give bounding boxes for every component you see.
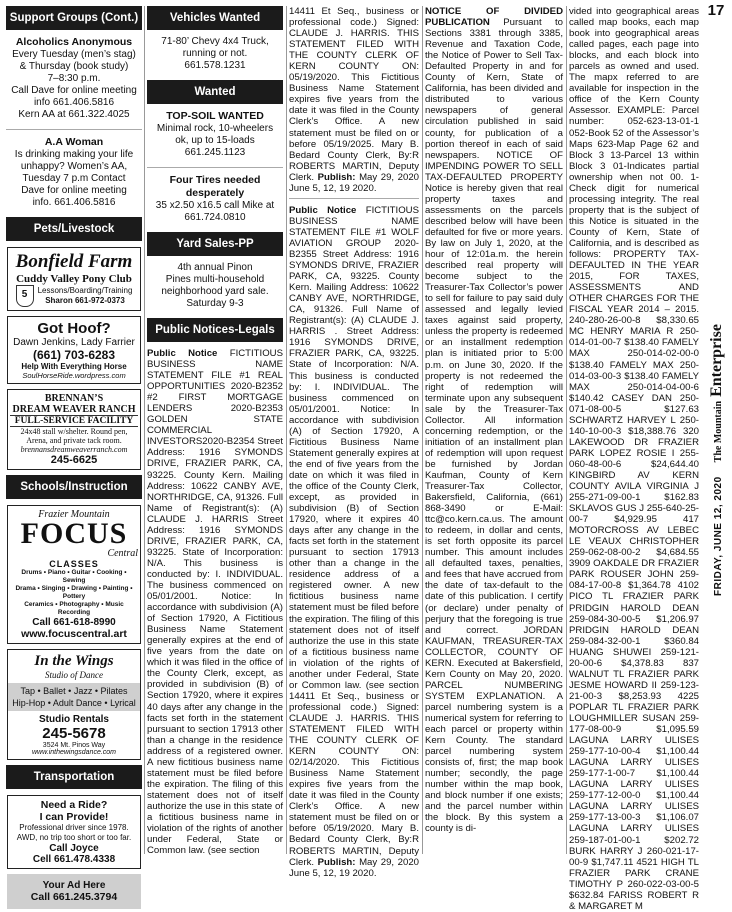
publish-label: Publish: (317, 856, 356, 868)
notice-title: NOTICE OF DIVIDED PUBLICATION (425, 6, 563, 29)
public-notice-text (289, 205, 419, 879)
dateline: FRIDAY, JUNE 12, 2020 (713, 476, 724, 596)
focus-logo: FOCUS (20, 517, 128, 550)
ride-title: Need a Ride? (40, 799, 108, 811)
brennan-line: BRENNAN’S (44, 393, 104, 404)
hoof-name: Dawn Jenkins, Lady Farrier (13, 337, 135, 348)
topsoil-line: Minimal rock, 10-wheelers (156, 123, 274, 134)
aa-title: Alcoholics Anonymous (15, 36, 133, 48)
bonfield-services: Lessons/Boarding/Training (37, 286, 133, 295)
bonfield-details (10, 285, 138, 307)
bonfield-name: Bonfield Farm (15, 251, 133, 272)
legal-column-5 (569, 6, 699, 912)
brennan-url: brennansdreamweaverranch.com (20, 445, 128, 454)
tires-line: 661.724.0810 (184, 212, 246, 223)
aa-listing (6, 36, 142, 121)
focus-classes: CLASSES (49, 559, 99, 569)
your-ad-title: Your Ad Here (42, 880, 106, 891)
bonfield-farm-ad (7, 247, 141, 311)
got-hoof-ad (7, 316, 141, 384)
notice-lead: Public Notice (147, 348, 218, 359)
aa-woman-line: Dave for online meeting (21, 185, 127, 196)
masthead-name: Enterprise (708, 324, 725, 397)
wings-sub: Studio of Dance (45, 670, 103, 680)
vehicles-line: 71-80’ Chevy 4x4 Truck, (161, 36, 269, 47)
notice-lead: Public Notice (289, 204, 357, 216)
bonfield-sub: Cuddy Valley Pony Club (16, 273, 132, 285)
hoof-url: SoulHorseRide.wordpress.com (22, 371, 126, 380)
ride-contact: Call Joyce (49, 843, 99, 854)
vertical-masthead (707, 130, 727, 790)
publish-dates: May 29, 2020 June 5, 12, 19 2020. (289, 856, 420, 879)
section-header-wanted: Wanted (147, 80, 283, 104)
wings-styles (8, 683, 140, 711)
hoof-title: Got Hoof? (37, 320, 111, 337)
bonfield-contact: Sharon 661-972-0373 (45, 296, 125, 305)
tires-title: Four Tires needed (169, 174, 261, 186)
wings-title: In the Wings (34, 653, 114, 669)
aa-line: 7–8:30 p.m. (47, 73, 101, 84)
publish-dates: May 29, 2020 June 5, 12, 19 2020. (289, 171, 420, 194)
notice-body: FICTITIOUS BUSINESS NAME STATEMENT FILE #1 WOLF AVIATION GROUP 2020-B2355 Street Address: 1916 SYMONDS DRIVE, FRAZIER PARK, CA, 93225. County Kern. Mailing Address: 10622 CANBY AVE, NORTHRIDGE, CA, 91326. Full Name of Registrant(s): (A) CLAUDE J. HARRIS . Street Address: 1916 SYMONDS DRIVE, FRAZIER PARK, CA, 93225. State of Incorporation: N/A. This business is conducted by: I. INDIVIDUAL. The business commenced on 05/01/2001. Notice: In accordance with subdivision (A) of Section 17920, A Fictitious Business Name Statement generally expires at the end of five years from the date on which it was filed in the office of the County Clerk, except, as provided in subdivision (B) of Section 17920, where it expires 40 days after any change in the facts set forth in the statement pursuant to section 17913 other than a change in the residence address of a registered owner. A new fictitious business name statement must be filed before the expiration. The filing of this statement does not of itself authorize the use in this state of a fictitious business name in violation of the rights of another under Federal, State or Common law. (see section 14411 Et Seq., business or professional code.) Signed: CLAUDE J. HARRIS. THIS STATEMENT FILED WITH THE COUNTY CLERK OF KERN COUNTY ON: 02/14/2020. This Fictitious Business Name Statement expires five years from the date it was filed in the County Clerk’s Office. A new statement must be filed on or before 05/19/2020. Mary B. Bedard County Clerk, By:R ROBERTS MARTIN, Deputy Clerk. (289, 204, 419, 868)
focus-list: Ceramics • Photography • Music Recording (24, 601, 124, 616)
ride-title: I can Provide! (39, 811, 109, 823)
vehicles-listing (147, 36, 283, 72)
divided-publication-notice (425, 6, 563, 835)
ride-line: Professional driver since 1978. (19, 823, 129, 832)
tax-default-list: vided into geographical areas called map books, each map book into geographical areas called pages, each page into blocks, and each block into parcels as owned and used. The mapx referred to are available for inspection in the office of the Kern County Assessor. EXAMPLE: Parcel number: 052-623-13-01-1 052-Book 52 of the Assessor’s Maps 623-Map Page 62 and Block 3 13-Parcel 13 within Block 3 01-Indicates partial ownership when not 00. 1-Check digit for numerical processing integrity. The real property that is the subject of this Notice is situated in the County of Kern, State of California, and is described as follows: PROPERTY TAX-DEFAULTED IN THE YEAR 2015, FOR TAXES, ASSESSMENTS AND OTHER CHARGES FOR THE FISCAL YEAR 2014 – 2015. 240-280-26-00-8 $8,330.65 MC HENRY MARIA R 250-014-01-00-7 $138.40 FAMELY MAX 250-014-02-00-0 $138.40 FAMELY MAX 250-014-03-00-3 $138.40 FAMELY MAX 250-014-04-00-6 $140.42 CASEY DAN 250-071-08-00-5 $127.63 SCHWARTZ HARVEY L 250-140-10-00-3 $18,388.76 320 LAKEWOOD DR FRAZIER PARK LOPEZ ROSIE I 255-060-48-00-6 $24,644.40 KINGBIRD AV KERN COUNTY AVILA VIRGINIA J 255-271-09-00-1 $162.83 SKLAVOS GUS J 255-640-25-00-7 $4,929.95 417 MOTORCROSS AV LEBEC LE VEAUX CHRISTOPHER 259-062-08-00-2 $4,684.55 3909 OAKDALE DR FRAZIER PARK ROUSER JOHN 259-084-17-00-8 $1,364.78 4102 PICO TL FRAZIER PARK PRIDGIN HAROLD DEAN 259-084-30-00-5 $1,206.97 PRIDGIN HAROLD DEAN 259-084-32-00-1 $360.84 HUANG SHUWEI 259-121-20-00-6 $4,378.83 837 WALNUT TL FRAZIER PARK JESME HOWARD II 259-123-21-00-3 $8,253.93 4225 POPLAR TL FRAZIER PARK LOUGHMILLER SUSAN 259-177-08-00-9 $1,095.59 LAGUNA LARRY ULISES 259-177-10-00-4 $1,100.44 LAGUNA LARRY ULISES 259-177-1-00-7 $1,100.44 LAGUNA LARRY ULISES 259-177-12-00-0 $1,100.44 LAGUNA LARRY ULISES 259-177-13-00-3 $1,106.07 LAGUNA LARRY ULISES 259-187-01-00-1 $202.72 BURK HARRY J 260-021-17-00-9 $1,747.11 4521 HIGH TL FRAZIER PARK CRANE TIMOTHY P 260-022-03-00-5 $632.84 FARISS ROBERT R & MARGARET M (569, 6, 699, 912)
aa-woman-line: info. 661.406.5816 (32, 197, 116, 208)
aa-line: & Thursday (book study) (19, 61, 129, 72)
topsoil-listing (147, 110, 283, 159)
section-header-schools: Schools/Instruction (6, 475, 142, 499)
in-the-wings-ad (7, 649, 141, 760)
notice-body: 14411 Et Seq., business or professional code.) Signed: CLAUDE J. HARRIS. THIS STATEMENT FILED WITH THE COUNTY CLERK OF KERN COUNTY ON: 05/19/2020. This Fictitious Business Name Statement expires five years from the date it was filed in the County Clerk’s Office. A new statement must be filed on or before 05/19/2025. Mary B. Bedard County Clerk, By:R ROBERTS MARTIN, Deputy Clerk. (289, 6, 419, 183)
notice-body: FICTITIOUS BUSINESS NAME STATEMENT FILE #1 REAL OPPORTUNITIES 2020-B2352 #2 FIRST MORTGAGE LENDERS 2020-B2353 GOLDEN STATE COMMERCIAL INVESTORS2020-B2354 Street Address: 1916 SYMONDS DRIVE, FRAZIER PARK, CA, 93225. County Kern. Mailing Address: 10622 CANBY AVE, NORTHRIDGE, CA, 91326. Full Name of Registrant(s): (A) CLAUDE J. HARRIS Street Address: 1916 SYMONDS DRIVE, FRAZIER PARK, CA, 93225. State of Incorporation: N/A. This business is conducted by: I. INDIVIDUAL. The business commenced on 05/01/2001. Notice: In accordance with subdivision (A) of Section 17920, A Fictitious Business Name Statement generally expires at the end of five years from the date on which it was filed in the office of the County Clerk, except, as provided in subdivision (B) of Section 17920, where it expires 40 days after any change in the facts set forth in the statement pursuant to section 17913 other than a change in the residence address of a registered owner. A new fictitious business name statement must be filed before the expiration. The filing of this statement does not of itself authorize the use in this state of a fictitious business name in violation of the rights of another under Federal, State or Common law. (see section (147, 348, 283, 857)
divider (289, 198, 419, 199)
topsoil-line: ok, up to 15-loads (175, 135, 255, 146)
section-header-support-groups: Support Groups (Cont.) (6, 6, 142, 30)
column-rule (422, 6, 423, 854)
wings-style-line: Tap • Ballet • Jazz • Pilates (20, 686, 128, 696)
aa-woman-line: unhappy? Women’s AA, (20, 161, 128, 172)
brennan-line: DREAM WEAVER RANCH (12, 404, 136, 415)
brennan-phone: 245-6625 (50, 454, 98, 466)
tires-title: desperately (185, 187, 245, 199)
focus-list: Drums • Piano • Guitar • Cooking • Sewing (21, 569, 127, 584)
yard-sale-listing (147, 262, 283, 310)
topsoil-line: 661.245.1123 (184, 147, 246, 158)
aa-line: Kern AA at 661.322.4025 (18, 109, 130, 120)
aa-line: info 661.406.5816 (33, 97, 115, 108)
shield-icon: 5 (16, 285, 34, 307)
column-rule (566, 6, 567, 854)
hoof-phone: (661) 703-6283 (32, 348, 116, 362)
tires-listing (147, 174, 283, 224)
section-header-public-notices: Public Notices-Legals (147, 318, 283, 342)
column-rule (144, 6, 145, 854)
section-header-vehicles: Vehicles Wanted (147, 6, 283, 30)
masthead (708, 324, 726, 462)
aa-woman-line: Is drinking making your life (14, 149, 134, 160)
public-notice-text (147, 348, 283, 856)
notice-body: Pursuant to Sections 3381 through 3385, Revenue and Taxation Code, the Notice of Power to Sell Tax-Defaulted Property in and for County of Kern, State of California, has been divided and distributed to various newspapers of general circulation published in said county, for publication of a portion thereof in each of said newspapers. NOTICE OF IMPENDING POWER TO SELL TAX-DEFAULTED PROPERTY Notice is hereby given that real property taxes and assessments on the parcels described below will have been defaulted for five or more years. By law on July 1, 2020, at the hour of 12:01a.m. the herein described real property will become subject to the Treasurer-Tax Collector’s power to sell for failure to pay said duly assessed and legally levied taxes against said property, unless the property is redeemed or an installment redemption plan is initiated prior to 5:00 p.m. on June 30, 2020. If the property is not redeemed the right of redemption will terminate upon any subsequent sale by the Treasurer-Tax Collector. All information concerning redemption, or the initiation of an installment plan of redemption will upon request be furnished by Jordan Kaufman, County of Kern Treasurer-Tax Collector, Bakersfield, California, (661) 868-3490 or E-Mail: ttc@co.kern.ca.us. The amount to redeem, in dollar and cents, is set forth opposite its parcel number. This amount includes all defaulted taxes, penalties, and fees that have accrued from the date of tax-default to the date of this publication. I certify (or declare) under penalty of perjury that the foregoing is true and correct. JORDAN KAUFMAN, TREASURER-TAX COLLECTOR, COUNTY OF KERN. Executed at Bakersfield, Kern County on May 20, 2020. PARCEL NUMBERING SYSTEM EXPLANATION. A parcel numbering system is a numerical system for referring to each parcel or property within Kern County. The standard parcel numbering system consists of, first; the map book number; secondly, the page number within the map book, and block number if one exists; and the parcel number within the block. By this system a county is di- (425, 17, 563, 835)
topsoil-title: TOP-SOIL WANTED (166, 110, 264, 122)
focus-central: Central (107, 548, 138, 559)
brennan-line: 24x48 stall w/shelter. Round pen, (20, 427, 128, 436)
aa-woman-listing (6, 136, 142, 209)
aa-woman-line: Tuesday 7 p.m Contact (22, 173, 126, 184)
focus-central-ad (7, 505, 141, 644)
aa-line: Call Dave for online meeting (11, 85, 137, 96)
yard-line: Pines multi-household (165, 274, 265, 285)
brennan-ranch-ad (7, 389, 141, 470)
section-header-pets: Pets/Livestock (6, 217, 142, 241)
publish-label: Publish: (317, 171, 356, 183)
brennan-line: Arena, and private tack room. (26, 436, 122, 445)
ride-line: AWD, no trip too short or too far. (16, 833, 132, 842)
wings-rentals: Studio Rentals (38, 714, 109, 725)
your-ad-here-box (7, 874, 141, 909)
your-ad-phone: Call 661.245.3794 (30, 891, 118, 903)
focus-list: Drama • Singing • Drawing • Painting • Pottery (15, 585, 133, 600)
classifieds-column-1 (6, 6, 142, 903)
aa-woman-title: A.A Woman (44, 136, 104, 148)
hoof-slogan: Help With Everything Horse (21, 362, 127, 371)
yard-line: 4th annual Pinon (177, 262, 253, 273)
aa-line: Every Tuesday (men’s stag) (12, 49, 136, 60)
focus-top: Frazier Mountain (38, 509, 110, 520)
vehicles-line: running or not. (182, 48, 248, 59)
focus-phone: Call 661-618-8990 (32, 617, 116, 628)
tires-line: 35 x2.50 x16.5 call Mike at (155, 200, 275, 211)
public-notice-continued (289, 6, 419, 194)
wings-url: www.inthewingsdance.com (31, 749, 117, 756)
column-rule (286, 6, 287, 854)
classifieds-column-2 (147, 6, 283, 857)
yard-line: neighborhood yard sale. (161, 286, 269, 297)
wings-style-line: Hip-Hop • Adult Dance • Lyrical (12, 698, 136, 708)
vehicles-line: 661.578.1231 (184, 60, 246, 71)
need-a-ride-ad (7, 795, 141, 869)
legal-column-3 (289, 6, 420, 879)
ride-phone: Cell 661.478.4338 (32, 854, 116, 865)
page-number: 17 (707, 2, 725, 19)
section-header-transportation: Transportation (6, 765, 142, 789)
masthead-prefix: The Mountain (713, 400, 724, 463)
legal-column-4 (425, 6, 563, 854)
wings-address: 3524 Mt. Pinos Way (42, 742, 106, 749)
yard-line: Saturday 9-3 (186, 298, 244, 309)
brennan-line: FULL-SERVICE FACILITY (10, 415, 138, 427)
wings-phone: 245-5678 (42, 725, 106, 742)
divider (147, 167, 283, 168)
section-header-yard-sales: Yard Sales-PP (147, 232, 283, 256)
focus-web: www.focuscentral.art (21, 628, 127, 640)
divider (6, 129, 142, 130)
